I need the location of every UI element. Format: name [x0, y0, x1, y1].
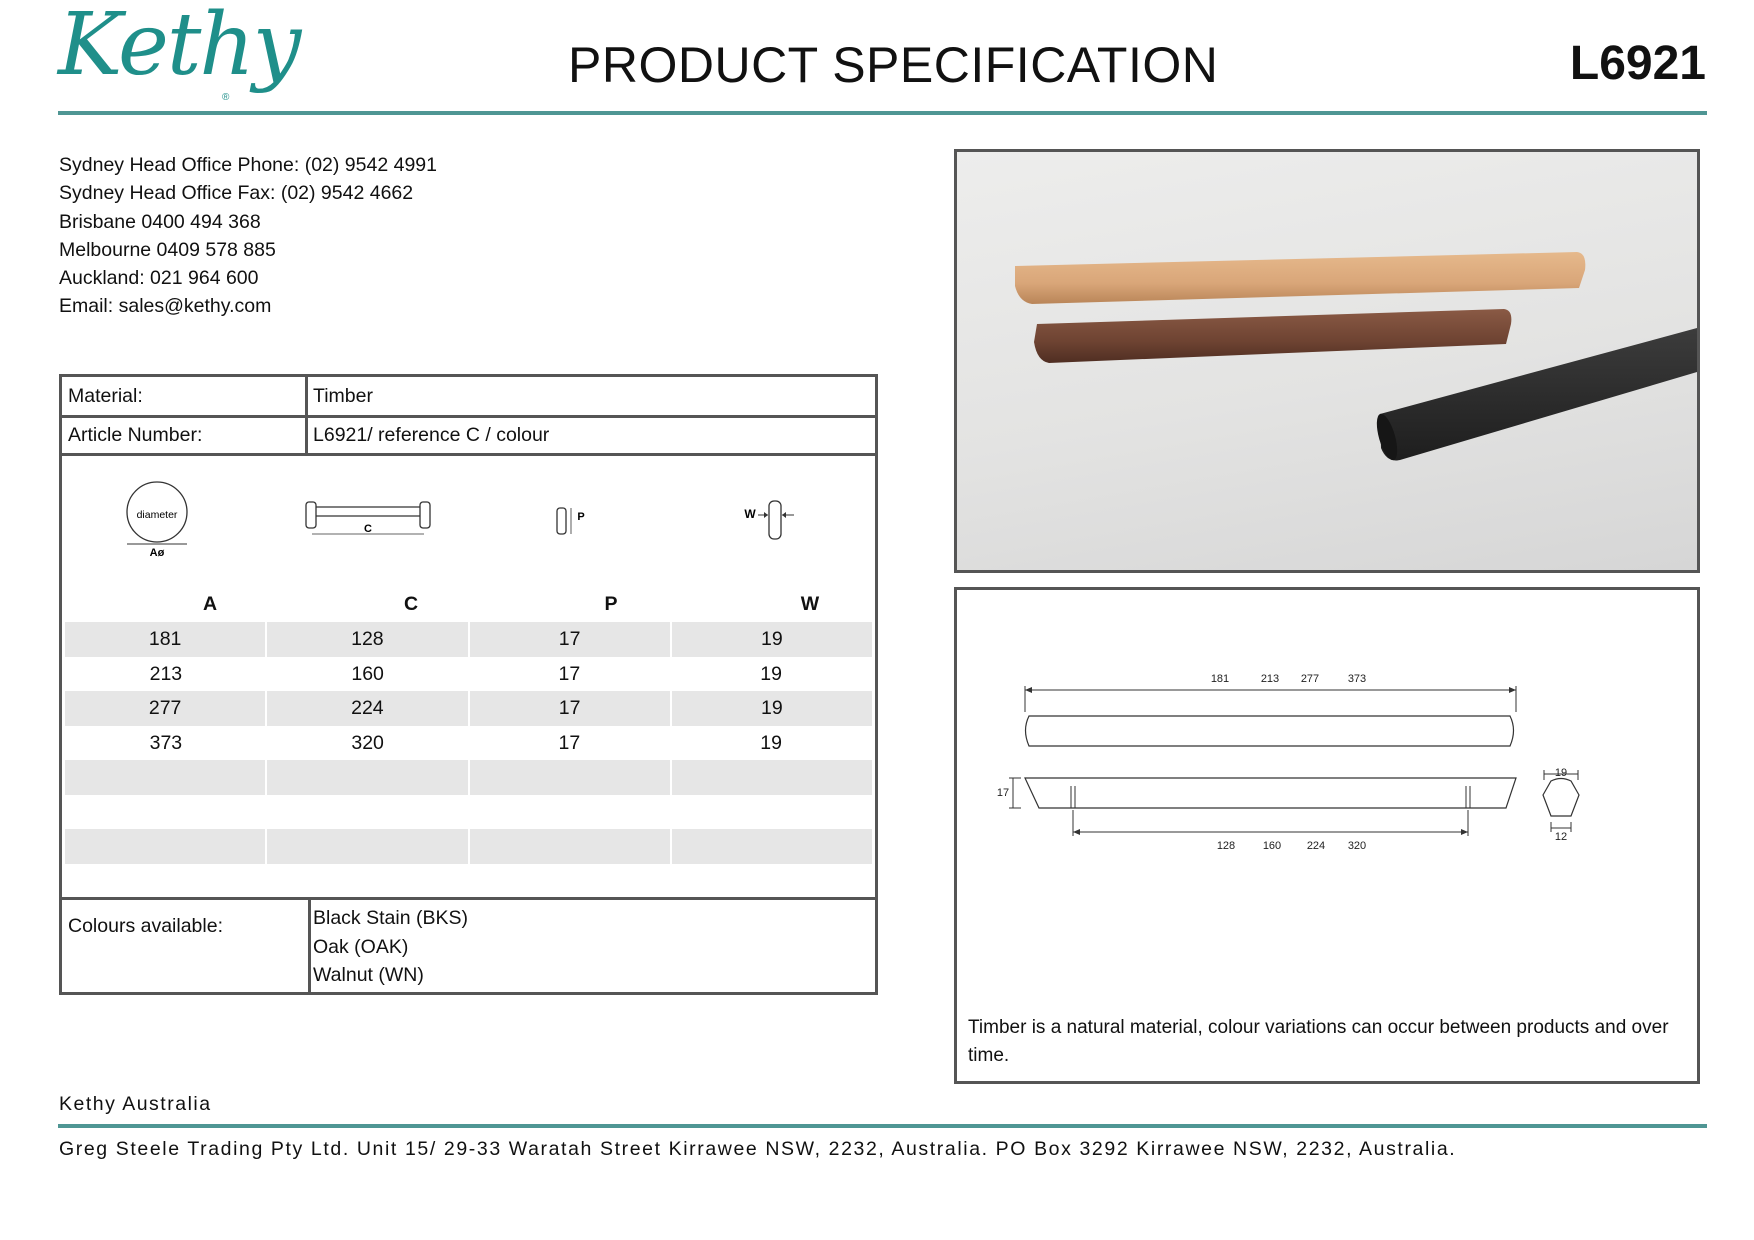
footer-address: Greg Steele Trading Pty Ltd. Unit 15/ 29-33 Waratah Street Kirrawee NSW, 2232, Australia. PO Box 3292 Kirrawee NSW, 2232, Australia.: [59, 1138, 1457, 1160]
w-label: W: [744, 507, 756, 521]
technical-drawing: [954, 587, 1700, 1084]
table-row: [65, 622, 872, 657]
c-label: C: [364, 523, 372, 535]
column-header-c: C: [403, 593, 419, 615]
colour-walnut: Walnut (WN): [313, 964, 424, 986]
material-value: Timber: [313, 384, 373, 407]
colours-list: [313, 904, 468, 990]
contact-melbourne: Melbourne 0409 578 885: [59, 238, 276, 261]
diameter-label: diameter: [136, 509, 178, 521]
footer-rule: [58, 1124, 1707, 1128]
colours-label: Colours available:: [68, 915, 224, 937]
column-header-p: P: [604, 593, 618, 615]
column-header-a: A: [202, 593, 218, 615]
p-label: P: [577, 511, 585, 523]
contact-brisbane: Brisbane 0400 494 368: [59, 210, 261, 233]
projection-icon: [553, 502, 593, 542]
contact-email: Email: sales@kethy.com: [59, 295, 272, 318]
product-photo: [954, 149, 1700, 573]
page-title: PRODUCT SPECIFICATION: [568, 37, 1219, 93]
cell-c: 128: [265, 622, 467, 657]
cell-p: 17: [468, 622, 670, 657]
dimensions-section: [62, 453, 875, 900]
material-row: [62, 377, 875, 415]
cell-c: 160: [351, 662, 384, 685]
colour-black-stain: Black Stain (BKS): [313, 907, 468, 929]
centre-160: 160: [1262, 840, 1282, 852]
table-row: [65, 691, 872, 726]
handle-length-icon: [304, 498, 434, 543]
handle-drawing: [957, 590, 1697, 1010]
length-373: 373: [1347, 673, 1367, 685]
cell-c: 320: [351, 731, 384, 754]
cell-p: 17: [558, 662, 581, 685]
timber-note: Timber is a natural material, colour variations can occur between products and over time.: [968, 1017, 1669, 1066]
cell-w: 19: [760, 731, 782, 754]
height-17: 17: [996, 787, 1010, 799]
contact-fax: Sydney Head Office Fax: (02) 9542 4662: [59, 182, 414, 205]
empty-row: [65, 760, 872, 795]
contact-phone: Sydney Head Office Phone: (02) 9542 4991: [59, 154, 437, 176]
timber-handles-image: [957, 152, 1697, 570]
header-rule: [58, 111, 1707, 115]
centre-320: 320: [1347, 840, 1367, 852]
centre-128: 128: [1216, 840, 1236, 852]
black-handle: [1380, 328, 1697, 461]
length-213: 213: [1260, 673, 1280, 685]
material-label: Material:: [62, 377, 308, 415]
cell-c: 224: [265, 691, 467, 726]
centre-224: 224: [1306, 840, 1326, 852]
oak-handle: [1015, 252, 1585, 304]
footer-brand: Kethy Australia: [59, 1093, 212, 1115]
article-label: Article Number:: [62, 418, 308, 453]
diameter-icon: [102, 478, 212, 558]
walnut-handle: [1034, 309, 1511, 363]
table-row: [65, 657, 872, 692]
base-12: 12: [1554, 831, 1568, 843]
column-header-w: W: [800, 593, 820, 615]
colours-divider: [308, 900, 311, 992]
cell-a: 277: [148, 697, 182, 719]
cell-a: 181: [148, 628, 182, 650]
cell-p: 17: [558, 731, 581, 754]
contact-info: [59, 151, 437, 321]
cell-w: 19: [670, 691, 872, 726]
article-row: [62, 415, 875, 453]
product-code: L6921: [1569, 37, 1706, 90]
contact-auckland: Auckland: 021 964 600: [59, 267, 259, 290]
cell-w: 19: [760, 662, 782, 685]
cell-w: 19: [670, 622, 872, 657]
registered-mark: ®: [222, 92, 230, 103]
dimensions-table: [65, 622, 872, 864]
article-value: L6921/ reference C / colour: [313, 424, 550, 446]
spec-table: [59, 374, 878, 995]
length-181: 181: [1210, 673, 1230, 685]
cell-a: 213: [149, 662, 183, 685]
cell-a: 373: [149, 731, 183, 754]
kethy-logo: Kethy: [58, 0, 300, 95]
length-277: 277: [1300, 673, 1320, 685]
width-icon: [738, 498, 818, 546]
cell-p: 17: [468, 691, 670, 726]
table-row: [65, 726, 872, 761]
width-19: 19: [1554, 767, 1568, 779]
empty-row: [65, 829, 872, 864]
empty-row: [65, 795, 872, 830]
diameter-symbol: Aø: [149, 547, 165, 558]
colour-oak: Oak (OAK): [313, 935, 409, 958]
colours-row: [62, 900, 875, 992]
